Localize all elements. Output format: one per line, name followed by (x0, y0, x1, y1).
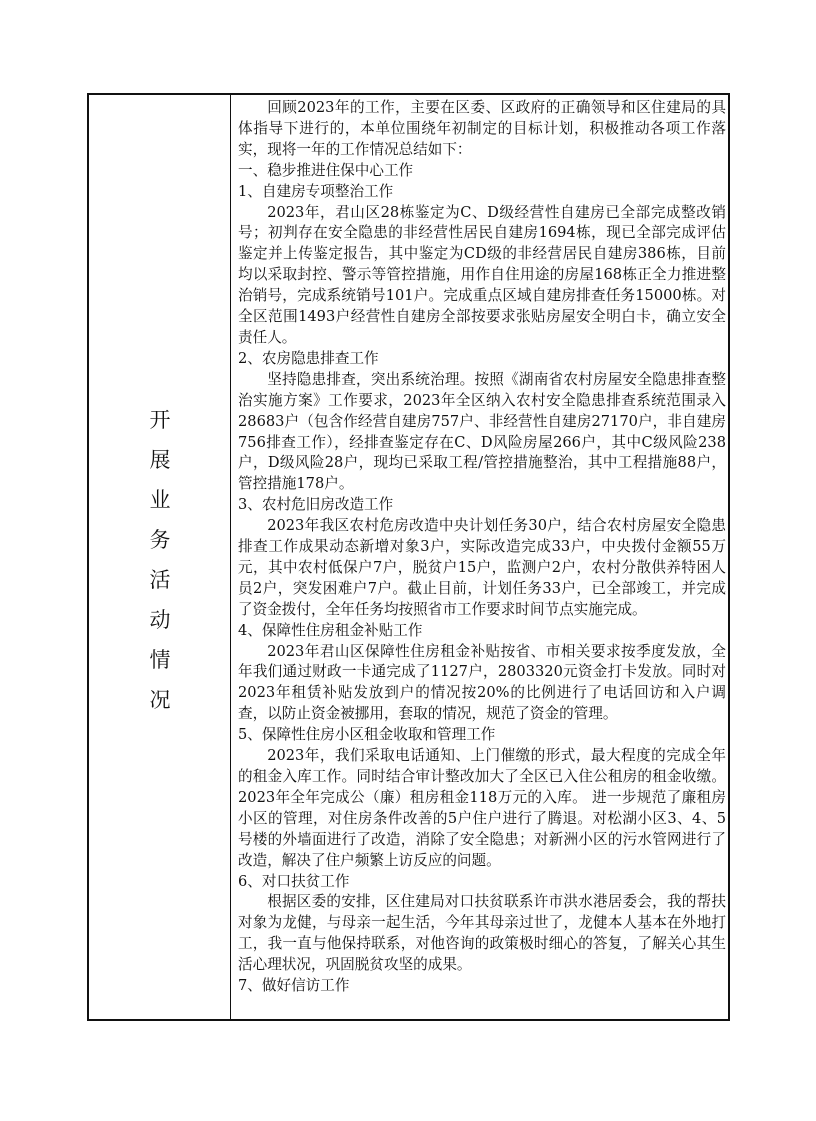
section-label-char: 业 (149, 488, 171, 512)
subsection-heading: 6、对口扶贫工作 (238, 872, 350, 890)
subsection-heading: 3、农村危旧房改造工作 (238, 496, 394, 514)
body-paragraph: 2023年，我们采取电话通知、上门催缴的形式，最大程度的完成全年的租金入库工作。同时结合审计整改加大了全区已入住公租房的租金收缴。2023年全年完成公（廉）租房租金118万元的入库。 进一步规范了廉租房小区的管理，对住房条件改善的5户住户进行了腾退。对松湖小区3、4、5号楼的外墙面进行了改造，消除了安全隐患；对新洲小区的污水管网进行了改造，解决了住户频繁上访反应的问题。 (238, 747, 726, 869)
subsection-heading: 4、保障性住房租金补贴工作 (238, 621, 423, 639)
subsection-heading: 5、保障性住房小区租金收取和管理工作 (238, 726, 496, 744)
section-label-char: 开 (149, 408, 171, 432)
section-label-char: 况 (149, 688, 171, 712)
body-paragraph: 坚持隐患排查，突出系统治理。按照《湖南省农村房屋安全隐患排查整治实施方案》工作要求，2023年全区纳入农村安全隐患排查系统范围录入28683户（包含作经营自建房757户、非经营性自建房27170户，非自建房756排查工作），经排查鉴定存在C、D风险房屋266户，其中C级风险238户，D级风险28户，现均已采取工程/管控措施整治，其中工程措施88户，管控措施178户。 (238, 370, 726, 493)
section-label-cell (89, 95, 231, 1019)
section-label-vertical (89, 400, 231, 720)
intro-paragraph: 回顾2023年的工作，主要在区委、区政府的正确领导和区住建局的具体指导下进行的，本单位围绕年初制定的目标计划，积极推动各项工作落实，现将一年的工作情况总结如下： (238, 99, 726, 158)
subsection-heading: 2、农房隐患排查工作 (238, 349, 379, 367)
content-cell (238, 98, 726, 997)
body-paragraph: 2023年君山区保障性住房租金补贴按省、市相关要求按季度发放，全年我们通过财政一卡通完成了1127户，2803320元资金打卡发放。同时对2023年租赁补贴发放到户的情况按20%的比例进行了电话回访和入户调查，以防止资金被挪用，套取的情况，规范了资金的管理。 (238, 642, 726, 723)
form-table (87, 93, 730, 1021)
section-heading: 一、稳步推进住保中心工作 (238, 161, 414, 179)
section-label-char: 动 (149, 608, 171, 632)
section-label-char: 情 (149, 648, 171, 672)
body-paragraph: 2023年我区农村危房改造中央计划任务30户，结合农村房屋安全隐患排查工作成果动态新增对象3户，实际改造完成33户，中央拨付金额55万元，其中农村低保户7户，脱贫户15户，监测户2户，农村分散供养特困人员2户，突发困难户7户。截止目前，计划任务33户，已全部竣工，并完成了资金拨付，全年任务均按照省市工作要求时间节点实施完成。 (238, 517, 726, 618)
section-label-char: 展 (149, 448, 171, 472)
body-paragraph: 2023年，君山区28栋鉴定为C、D级经营性自建房已全部完成整改销号；初判存在安全隐患的非经营性居民自建房1694栋，现已全部完成评估鉴定并上传鉴定报告，其中鉴定为CD级的非经营居民自建房386栋，目前均以采取封控、警示等管控措施，用作自住用途的房屋168栋正全力推进整治销号，完成系统销号101户。完成重点区域自建房排查任务15000栋。对全区范围1493户经营性自建房全部按要求张贴房屋安全明白卡，确立安全责任人。 (238, 203, 726, 346)
subsection-heading: 1、自建房专项整治工作 (238, 182, 394, 200)
body-paragraph: 根据区委的安排，区住建局对口扶贫联系许市洪水港居委会，我的帮扶对象为龙健，与母亲一起生活，今年其母亲过世了，龙健本人基本在外地打工，我一直与他保持联系，对他咨询的政策极时细心的答复，了解关心其生活心理状况，巩固脱贫攻坚的成果。 (238, 893, 726, 974)
subsection-heading: 7、做好信访工作 (238, 977, 350, 995)
section-label-char: 活 (149, 568, 171, 592)
section-label-char: 务 (149, 528, 171, 552)
